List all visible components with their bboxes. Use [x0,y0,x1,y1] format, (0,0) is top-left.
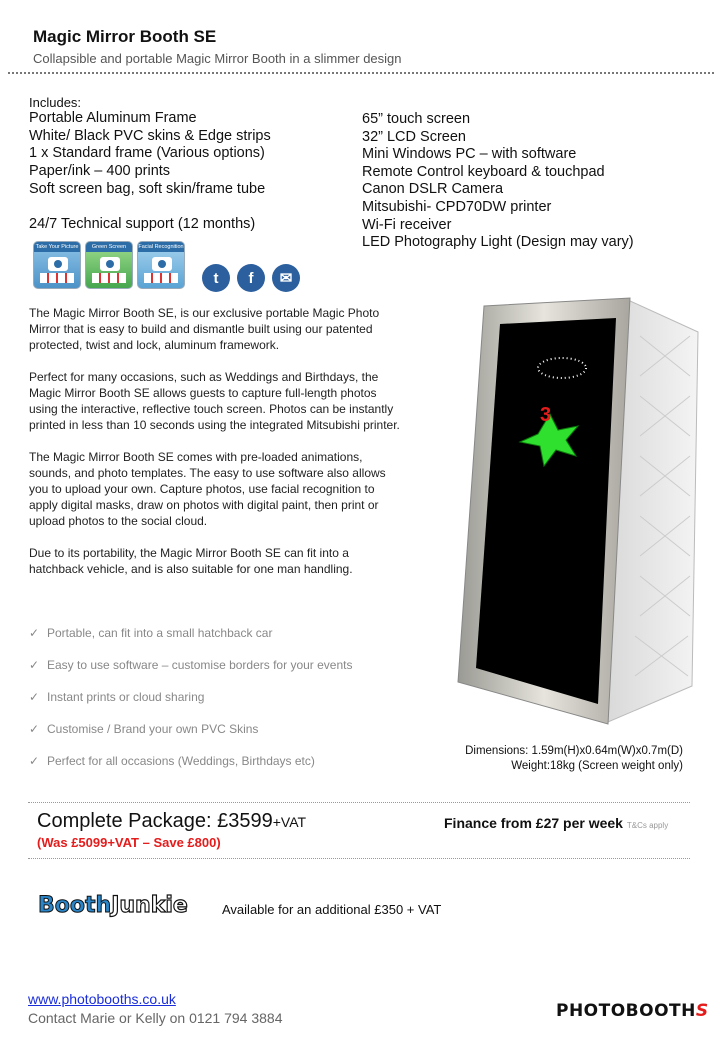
divider [28,802,690,803]
paragraph: The Magic Mirror Booth SE comes with pre-loaded animations, sounds, and photo templates. The easy to use software also allows you to upload your own. Capture photos, use facial recognition to apply digital masks, draw on photos with digital paint, then print or upload photos to the social cloud. [29,450,386,528]
feature-item: ✓ Customise / Brand your own PVC Skins [29,722,259,736]
feature-badges [33,241,185,291]
check-icon: ✓ [29,722,40,736]
include-item: LED Photography Light (Design may vary) [362,234,634,251]
check-icon: ✓ [29,690,40,704]
paragraph: The Magic Mirror Booth SE, is our exclusive portable Magic Photo Mirror that is easy to build and dismantle built using our patented protected, twist and lock, aluminum framework. [29,306,380,352]
social-links [202,264,300,292]
page-subtitle: Collapsible and portable Magic Mirror Booth in a slimmer design [33,51,402,66]
feature-item: ✓ Portable, can fit into a small hatchback car [29,626,273,640]
include-item: Mini Windows PC – with software [362,146,577,163]
twitter-icon[interactable]: t [202,264,230,292]
feature-item: ✓ Instant prints or cloud sharing [29,690,205,704]
include-item: Portable Aluminum Frame [29,110,197,126]
addon-text: Available for an additional £350 + VAT [222,902,442,917]
includes-label: Includes: [29,95,82,110]
badge-caption: Take Your Picture [35,244,79,250]
feature-list [29,626,352,786]
dimensions-text: Dimensions: 1.59m(H)x0.64m(W)x0.7m(D) [465,745,683,757]
badge-caption: Green Screen [86,242,132,252]
include-item: Soft screen bag, soft skin/frame tube [29,180,266,197]
check-icon: ✓ [29,754,40,768]
include-item: 32” LCD Screen [362,128,466,145]
page-title: Magic Mirror Booth SE [33,27,217,46]
finance-text: Finance from £27 per week T&Cs apply [444,815,669,831]
camera-icon [100,257,120,271]
contact-text: Contact Marie or Kelly on 0121 794 3884 [28,1010,283,1026]
photobooths-logo: PHOTOBOOTHS [556,1001,709,1021]
feature-item: ✓ Easy to use software – customise borders for your events [29,658,353,672]
email-icon[interactable]: ✉ [272,264,300,292]
includes-list-right [362,111,634,252]
paragraph: Due to its portability, the Magic Mirror Booth SE can fit into a hatchback vehicle, and is also suitable for one man handling. [29,546,353,576]
take-picture-badge [33,241,81,289]
photo-strip-icon [40,273,74,283]
description [29,305,404,593]
check-icon: ✓ [29,626,40,640]
feature-item: ✓ Perfect for all occasions (Weddings, Birthdays etc) [29,754,315,768]
boothjunkie-logo: BoothJunkie [38,893,188,918]
include-item: 1 x Standard frame (Various options) [29,145,265,162]
include-item: Mitsubishi- CPD70DW printer [362,198,552,215]
camera-icon [152,257,172,271]
green-screen-badge [85,241,133,289]
facebook-icon[interactable]: f [237,264,265,292]
include-item: Canon DSLR Camera [362,181,504,198]
weight-text: Weight:18kg (Screen weight only) [511,760,683,772]
website-link[interactable]: www.photobooths.co.uk [28,991,176,1007]
camera-icon [48,257,68,271]
facial-recognition-badge [137,241,185,289]
photo-strip-icon [144,273,178,283]
include-item: White/ Black PVC skins & Edge strips [29,127,271,144]
include-item: Paper/ink – 400 prints [29,163,171,180]
photo-strip-icon [92,273,126,283]
divider [28,858,690,859]
include-item: Remote Control keyboard & touchpad [362,163,605,180]
check-icon: ✓ [29,658,40,672]
was-price: (Was £5099+VAT – Save £800) [37,835,221,850]
badge-caption: Facial Recognition [138,244,184,250]
support-text: 24/7 Technical support (12 months) [29,216,256,232]
countdown-number: 3 [540,404,552,426]
include-item: Wi-Fi receiver [362,216,452,233]
package-price: Complete Package: £3599+VAT [37,810,307,832]
include-item: 65” touch screen [362,111,471,127]
includes-list-left [29,110,271,199]
dotted-divider [8,72,714,74]
mirror-booth-image [440,296,705,726]
dimensions-block [420,744,683,774]
paragraph: Perfect for many occasions, such as Weddings and Birthdays, the Magic Mirror Booth SE allows guests to capture full-length photos using the interactive, reflective touch screen. Photos can be instantly printed in less than 10 seconds using the integrated Mitsubishi printer. [29,370,400,432]
